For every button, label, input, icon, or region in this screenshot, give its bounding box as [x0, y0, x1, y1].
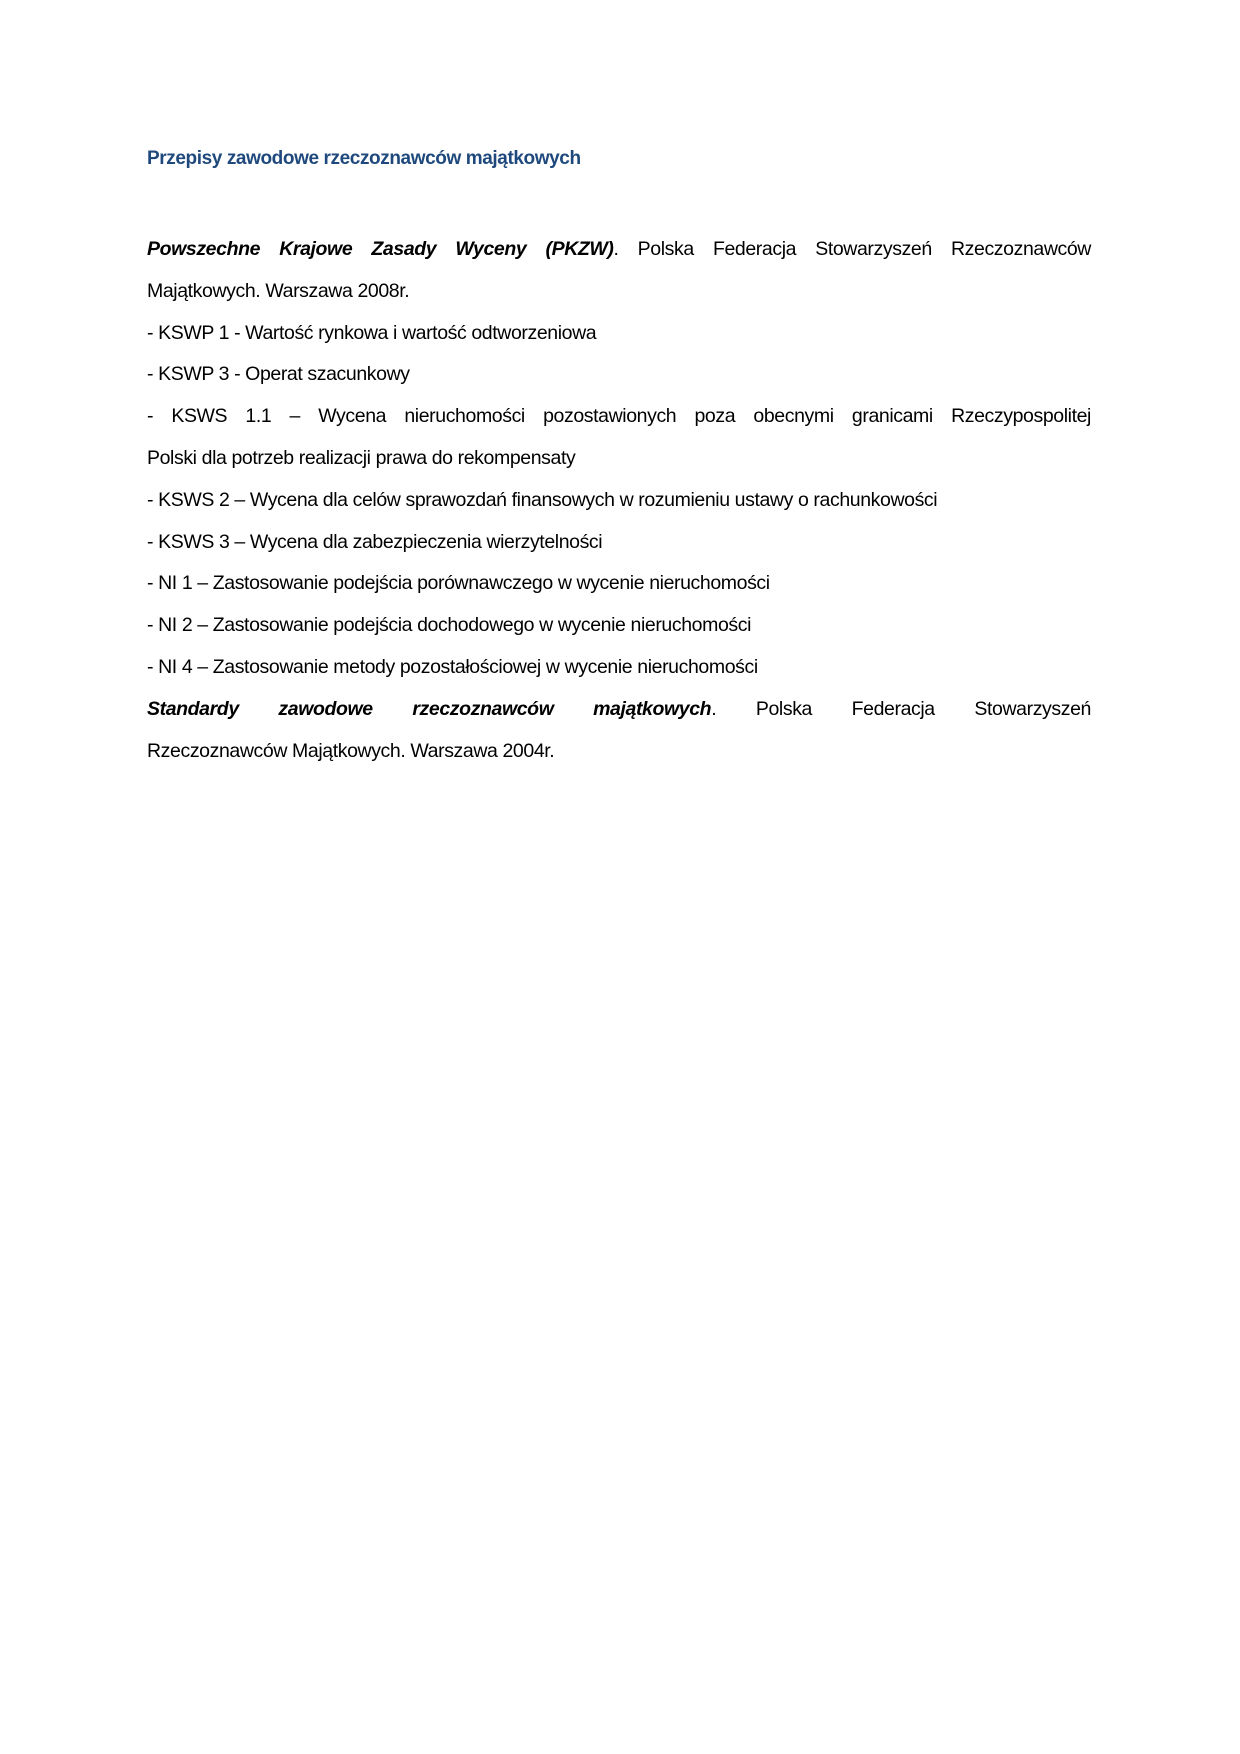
reference-standardy-line1: [147, 689, 1091, 731]
reference-title: Powszechne Krajowe Zasady Wyceny (PKZW): [147, 238, 614, 260]
reference-publisher: . Polska Federacja Stowarzyszeń Rzeczoznawców: [613, 238, 1091, 260]
list-item: - KSWP 3 - Operat szacunkowy: [147, 363, 410, 386]
reference-title: Standardy zawodowe rzeczoznawców majątkowych: [147, 697, 712, 720]
list-item: - NI 4 – Zastosowanie metody pozostałościowej w wycenie nieruchomości: [147, 655, 758, 678]
list-item: - KSWS 1.1 – Wycena nieruchomości pozostawionych poza obecnymi granicami Rzeczypospolitej: [147, 405, 1091, 428]
list-item-continuation: Polski dla potrzeb realizacji prawa do rekompensaty: [147, 446, 576, 469]
list-item: - KSWP 1 - Wartość rynkowa i wartość odtworzeniowa: [147, 321, 597, 344]
document-body: [147, 229, 1091, 772]
list-item: - NI 2 – Zastosowanie podejścia dochodowego w wycenie nieruchomości: [147, 614, 752, 637]
list-item: - KSWS 2 – Wycena dla celów sprawozdań finansowych w rozumieniu ustawy o rachunkowości: [147, 488, 938, 511]
list-item: - KSWS 3 – Wycena dla zabezpieczenia wierzytelności: [147, 530, 603, 553]
reference-publisher: . Polska Federacja Stowarzyszeń: [711, 697, 1091, 720]
list-item: - NI 1 – Zastosowanie podejścia porównawczego w wycenie nieruchomości: [147, 572, 770, 595]
reference-pkzw-line1: [147, 229, 1091, 271]
document-title: Przepisy zawodowe rzeczoznawców majątkowych: [147, 148, 581, 169]
reference-standardy-line2: Rzeczoznawców Majątkowych. Warszawa 2004r.: [147, 739, 555, 762]
reference-pkzw-line2: Majątkowych. Warszawa 2008r.: [147, 279, 410, 302]
